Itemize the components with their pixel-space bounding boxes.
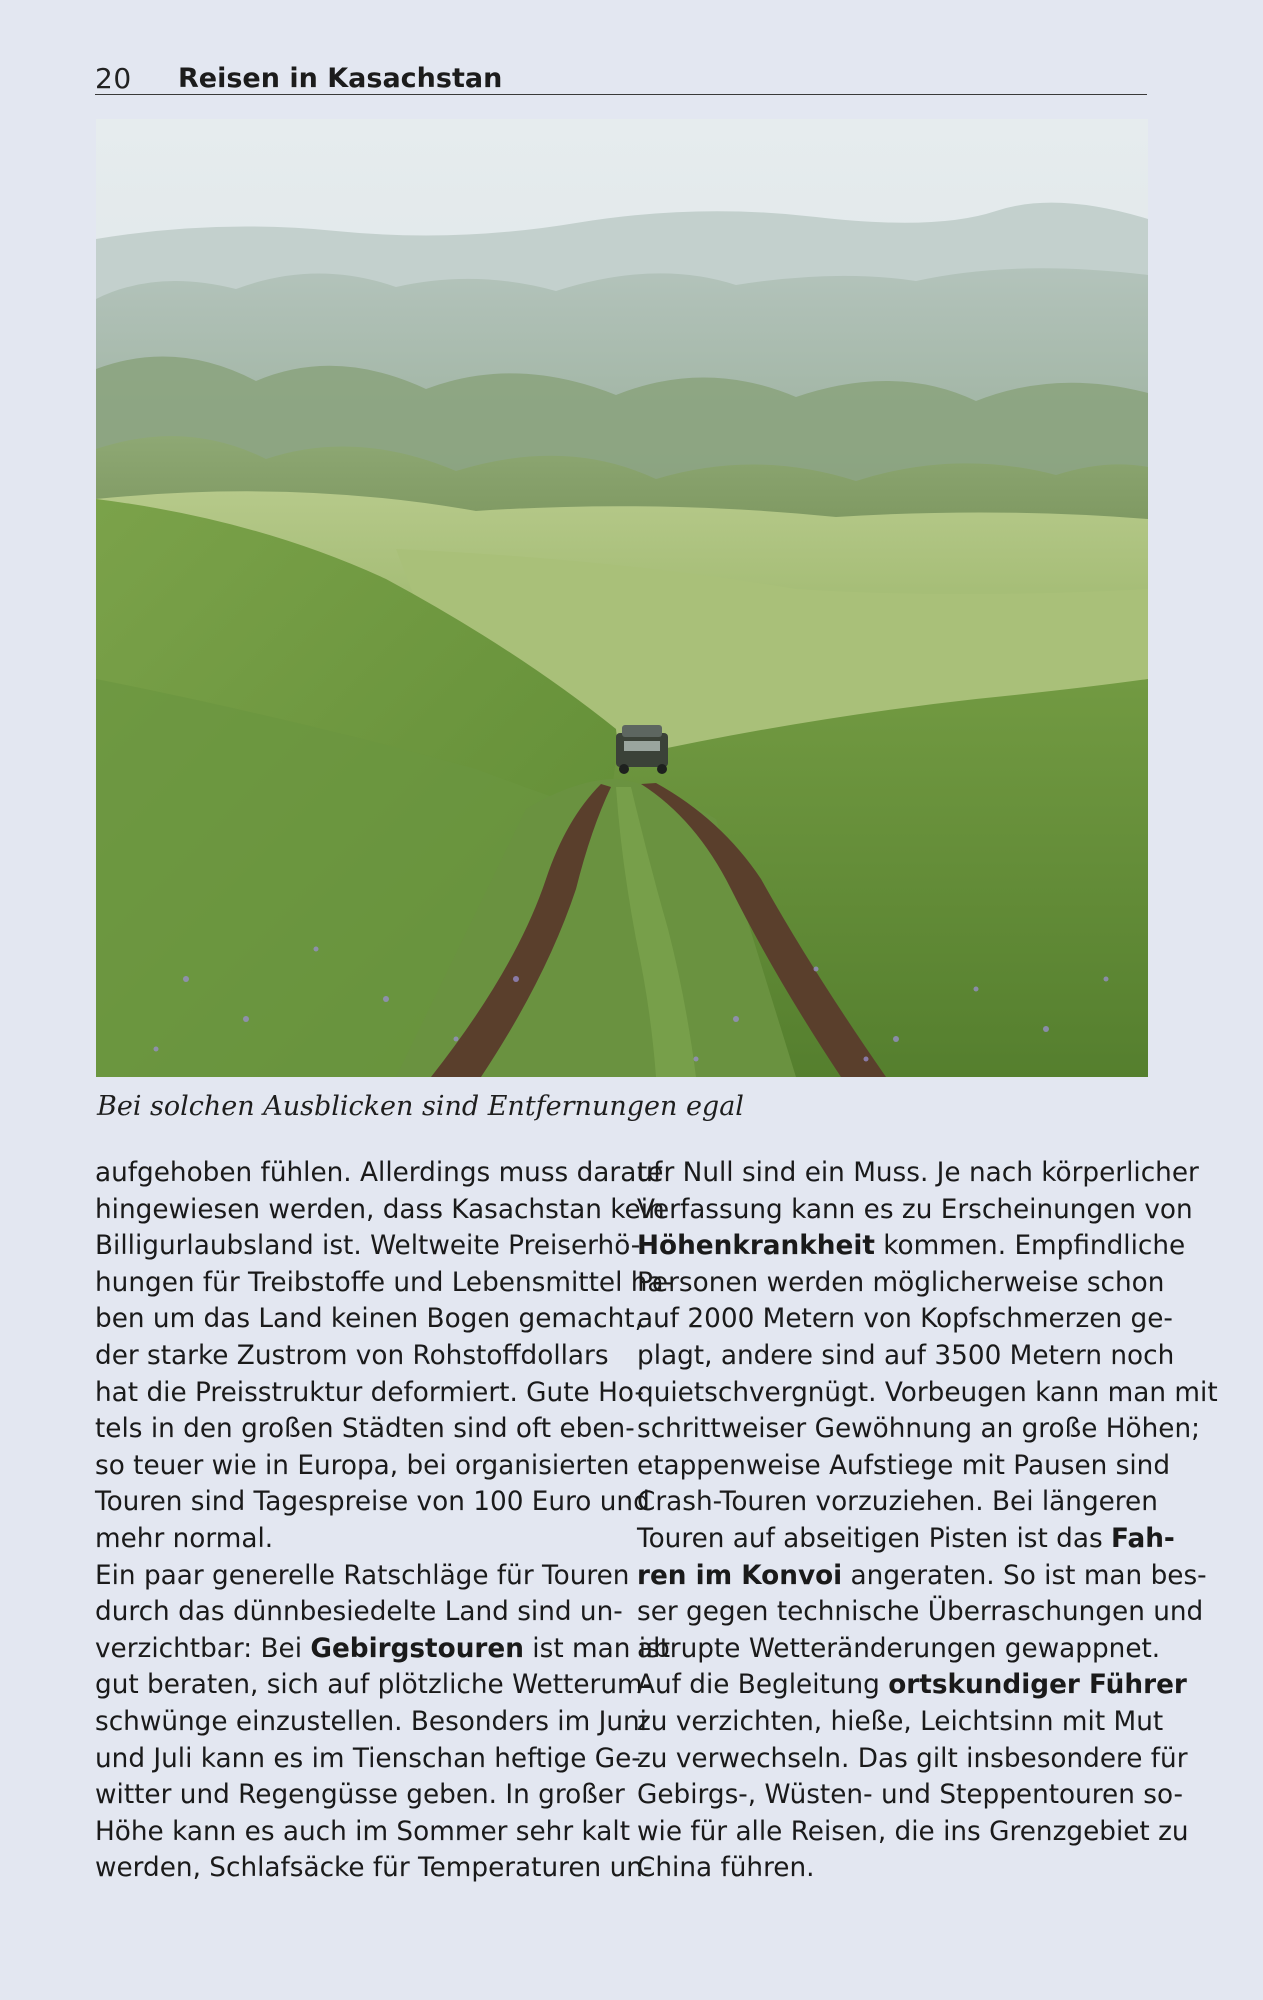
text-line [637,1192,1193,1229]
text-run: plagt, andere sind auf 3500 Metern noch [637,1340,1175,1371]
text-run: quietschvergnügt. Vorbeugen kann man mit [637,1377,1218,1408]
text-line [637,1814,1189,1851]
text-run: Crash-Touren vorzuziehen. Bei längeren [637,1487,1158,1518]
text-run: witter und Regengüsse geben. In großer [95,1780,625,1811]
text-column-right [637,1155,1218,1887]
text-run: verzichtbar: Bei [95,1633,311,1664]
text-run: etappenweise Aufstiege mit Pausen sind [637,1450,1171,1481]
text-run: Touren auf abseitigen Pisten ist das [637,1523,1112,1554]
text-line [95,1155,663,1192]
bold-term: Fah- [1111,1523,1175,1554]
text-run: hingewiesen werden, dass Kasachstan kein [95,1194,665,1225]
text-run: Auf die Begleitung [637,1670,889,1701]
text-line [637,1375,1218,1412]
text-run: durch das dünnbesiedelte Land sind un- [95,1597,623,1628]
text-run: Höhe kann es auch im Sommer sehr kalt [95,1816,631,1847]
text-line [637,1338,1175,1375]
text-column-left [95,1155,674,1887]
text-run: werden, Schlafsäcke für Temperaturen un- [95,1853,653,1884]
text-line [637,1484,1158,1521]
text-run: aufgehoben fühlen. Allerdings muss darauf [95,1158,663,1188]
text-run: ist man ist [523,1633,671,1664]
text-line [95,1850,653,1887]
text-line [95,1411,635,1448]
text-run: so teuer wie in Europa, bei organisierten [95,1450,630,1481]
text-line [637,1850,1149,1887]
text-line [95,1704,647,1741]
text-run: angeraten. So ist man bes- [842,1560,1207,1591]
bold-term: ren im Konvoi [637,1560,843,1591]
text-line [95,1631,671,1668]
text-run: zu verzichten, hieße, Leichtsinn mit Mut [637,1706,1164,1737]
text-run: mehr normal. [95,1523,274,1554]
running-title: Reisen in Kasachstan [178,63,503,94]
landscape-photo [96,119,1148,1077]
text-line [637,1558,1207,1595]
text-line [95,1228,641,1265]
text-run: schwünge einzustellen. Besonders im Juni [95,1706,647,1737]
vehicle [616,725,668,774]
text-run: tels in den großen Städten sind oft eben- [95,1414,635,1445]
text-run: zu verwechseln. Das gilt insbesondere für [637,1743,1188,1774]
text-run: Personen werden möglicherweise schon [637,1267,1165,1298]
text-line [95,1777,625,1814]
text-run: hungen für Treibstoffe und Lebensmittel ha- [95,1267,674,1298]
text-run: abrupte Wetteränderungen gewappnet. [637,1633,1161,1664]
text-run: und Juli kann es im Tienschan heftige Ge- [95,1743,641,1774]
text-line [637,1594,1204,1631]
text-run: schrittweiser Gewöhnung an große Höhen; [637,1414,1200,1445]
text-line [637,1667,1187,1704]
text-line [95,1521,607,1558]
text-line [95,1484,650,1521]
text-run: ben um das Land keinen Bogen gemacht, [95,1304,643,1335]
text-line [637,1448,1171,1485]
text-line [95,1338,607,1375]
text-line [637,1521,1175,1558]
text-line [637,1301,1173,1338]
page-header [95,56,1147,95]
text-line [95,1375,644,1412]
text-line [637,1411,1200,1448]
text-line [637,1741,1188,1778]
text-line [95,1448,630,1485]
page-number: 20 [95,62,132,95]
text-line [95,1192,665,1229]
text-run: Touren sind Tagespreise von 100 Euro und [95,1487,650,1518]
text-line [95,1301,643,1338]
text-run: ser gegen technische Überraschungen und [637,1597,1204,1628]
bold-term: Gebirgstouren [310,1633,524,1664]
text-run: Gebirgs-, Wüsten- und Steppentouren so- [637,1780,1184,1811]
text-line [637,1777,1184,1814]
text-run: auf 2000 Metern von Kopfschmerzen ge- [637,1304,1173,1335]
bold-term: Höhenkrankheit [637,1231,875,1262]
text-line [95,1814,631,1851]
text-run: hat die Preisstruktur deformiert. Gute Ho- [95,1377,644,1408]
text-line [95,1265,674,1302]
text-run: Ein paar generelle Ratschläge für Touren [95,1560,630,1591]
text-run: gut beraten, sich auf plötzliche Wetterum- [95,1670,653,1701]
text-line [637,1265,1165,1302]
text-run: kommen. Empfindliche [874,1231,1186,1262]
bold-term: ortskundiger Führer [888,1670,1187,1701]
text-line [637,1704,1164,1741]
text-run: China führen. [637,1853,815,1884]
figure-caption: Bei solchen Ausblicken sind Entfernungen egal [97,1091,744,1122]
text-line [637,1228,1186,1265]
text-run: der starke Zustrom von Rohstoffdollars [95,1340,609,1371]
text-line [95,1558,630,1595]
text-run: Verfassung kann es zu Erscheinungen von [637,1194,1193,1225]
text-line [95,1667,653,1704]
text-line [95,1741,641,1778]
text-run: wie für alle Reisen, die ins Grenzgebiet zu [637,1816,1189,1847]
text-run: ter Null sind ein Muss. Je nach körperlicher [637,1158,1199,1188]
text-run: Billigurlaubsland ist. Weltweite Preiserhö- [95,1231,641,1262]
text-line [95,1594,623,1631]
text-line [637,1155,1199,1192]
text-line [637,1631,1161,1668]
landscape-illustration [96,119,1148,1077]
